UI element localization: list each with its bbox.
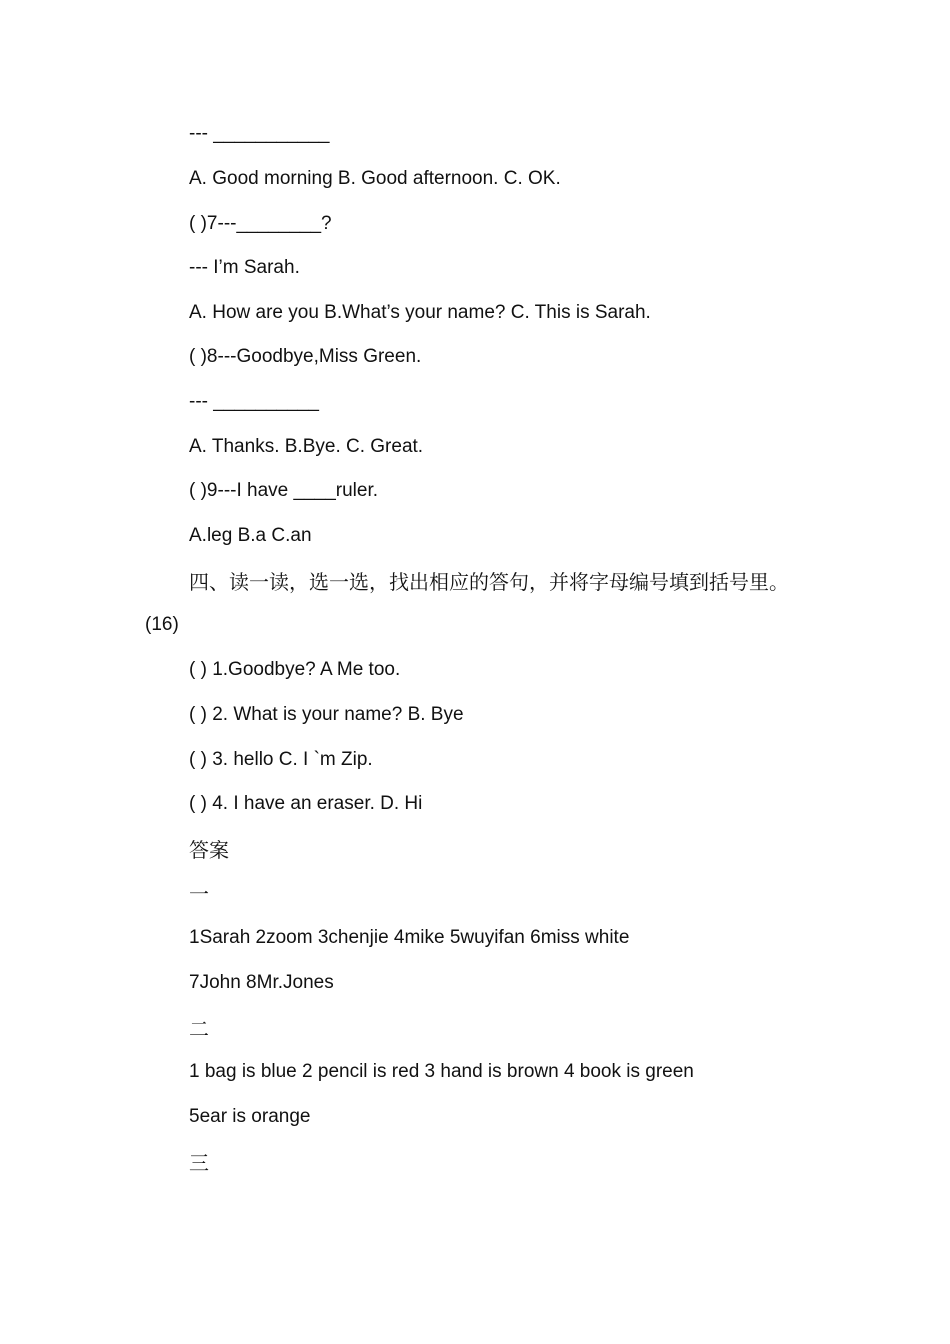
answer-blank-8: --- __________	[189, 391, 319, 412]
answers-section-2-label: 二	[189, 1017, 209, 1041]
answers-section-3-label: 三	[189, 1151, 209, 1175]
question-9: ( )9---I have ____ruler.	[189, 480, 379, 501]
options-q6: A. Good morning B. Good afternoon. C. OK.	[189, 168, 561, 189]
match-item-2: ( ) 2. What is your name? B. Bye	[189, 704, 464, 725]
answers-section-1-line-2: 7John 8Mr.Jones	[189, 972, 334, 993]
answer-blank-6: --- ___________	[189, 123, 330, 144]
answer-line-7: --- I’m Sarah.	[189, 257, 300, 278]
match-item-1: ( ) 1.Goodbye? A Me too.	[189, 659, 401, 680]
options-q9: A.leg B.a C.an	[189, 525, 312, 546]
answers-section-2-line-1: 1 bag is blue 2 pencil is red 3 hand is brown 4 book is green	[189, 1061, 694, 1082]
question-7: ( )7---________?	[189, 213, 332, 234]
answers-section-1-line-1: 1Sarah 2zoom 3chenjie 4mike 5wuyifan 6miss white	[189, 927, 630, 948]
section-4-points: (16)	[145, 614, 179, 635]
answers-heading: 答案	[189, 838, 229, 862]
section-4-heading: 四、读一读，选一选，找出相应的答句，并将字母编号填到括号里。	[189, 570, 789, 594]
match-item-4: ( ) 4. I have an eraser. D. Hi	[189, 793, 423, 814]
options-q8: A. Thanks. B.Bye. C. Great.	[189, 436, 424, 457]
match-item-3: ( ) 3. hello C. I `m Zip.	[189, 749, 373, 770]
options-q7: A. How are you B.What’s your name? C. This is Sarah.	[189, 302, 651, 323]
answers-section-1-label: 一	[189, 882, 209, 906]
answers-section-2-line-2: 5ear is orange	[189, 1106, 311, 1127]
question-8: ( )8---Goodbye,Miss Green.	[189, 346, 422, 367]
